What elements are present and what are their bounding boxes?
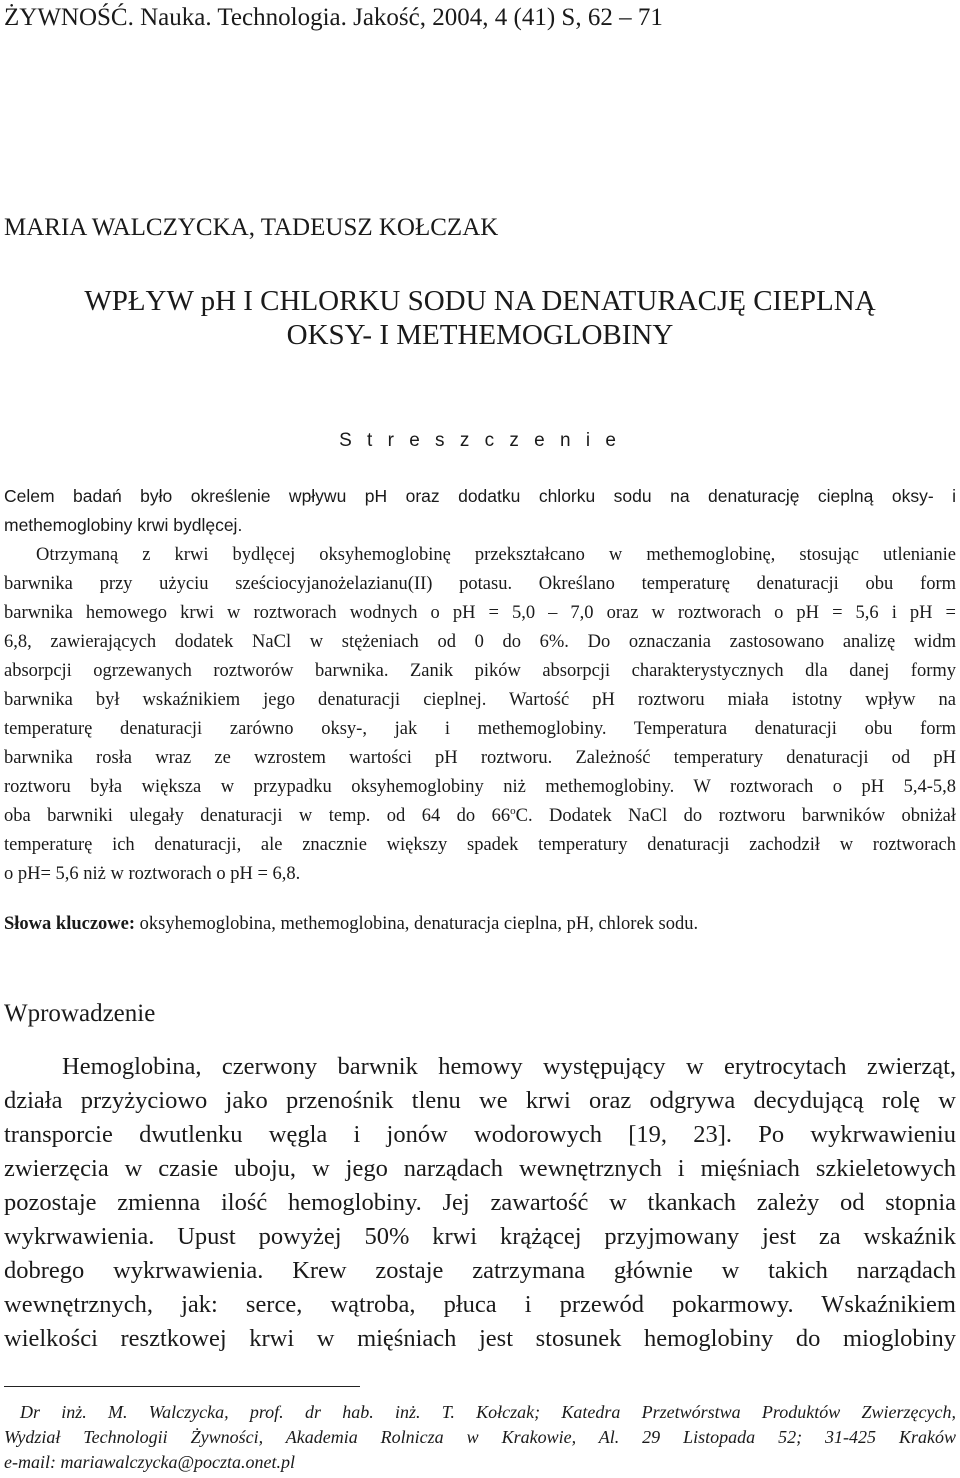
section-heading: Wprowadzenie <box>4 1000 156 1027</box>
abstract-line: temperaturę denaturacji zarówno oksy-, jak i methemoglobiny. Temperatura denaturacji obu form <box>4 719 956 739</box>
abstract-line: barwnika rosła wraz ze wzrostem wartości pH roztworu. Zależność temperatury denaturacji od pH <box>4 748 956 768</box>
abstract-line: absorpcji ogrzewanych roztworów barwnika. Zanik pików absorpcji charakterystycznych dla danej formy <box>4 661 956 681</box>
abstract-line-tail: C. Dodatek NaCl do roztworu barwników obniżał <box>515 806 957 826</box>
authors: MARIA WALCZYCKA, TADEUSZ KOŁCZAK <box>4 214 499 241</box>
abstract-line <box>4 802 956 830</box>
footnote-rule <box>4 1386 360 1387</box>
abstract-line: methemoglobiny krwi bydlęcej. <box>4 515 243 535</box>
abstract-line: barwnika przy użyciu sześciocyjanożelazianu(II) potasu. Określano temperaturę denaturacji obu form <box>4 574 956 594</box>
abstract-line: Otrzymaną z krwi bydlęcej oksyhemoglobinę przekształcano w methemoglobinę, stosując utlenianie <box>36 545 956 565</box>
abstract-line: 6,8, zawierających dodatek NaCl w stężeniach od 0 do 6%. Do oznaczania zastosowano analizę widm <box>4 632 956 652</box>
intro-line: Hemoglobina, czerwony barwnik hemowy występujący w erytrocytach zwierząt, <box>62 1053 956 1080</box>
abstract-line: temperaturę ich denaturacji, ale znacznie większy spadek temperatury denaturacji zachodził w roztworach <box>4 835 956 855</box>
keywords <box>4 914 698 935</box>
abstract-line: roztworu była większa w przypadku oksyhemoglobiny niż methemoglobiny. W roztworach o pH 5,4-5,8 <box>4 777 956 797</box>
intro-line: zwierzęcia w czasie uboju, w jego narządach wewnętrznych i mięśniach szkieletowych <box>4 1155 956 1182</box>
intro-line: wewnętrznych, jak: serce, wątroba, płuca i przewód pokarmowy. Wskaźnikiem <box>4 1291 956 1318</box>
abstract-line: barwnika hemowego krwi w roztworach wodnych o pH = 5,0 – 7,0 oraz w roztworach o pH = 5,6 i pH = <box>4 603 956 623</box>
intro-line: transporcie dwutlenku węgla i jonów wodorowych [19, 23]. Po wykrwawieniu <box>4 1121 956 1148</box>
article-title-line-2: OKSY- I METHEMOGLOBINY <box>286 319 674 351</box>
abstract-line: Celem badań było określenie wpływu pH oraz dodatku chlorku sodu na denaturację cieplną oksy- i <box>4 486 956 506</box>
intro-line: wykrwawienia. Upust powyżej 50% krwi krążącej przyjmowany jest za wskaźnik <box>4 1223 956 1250</box>
journal-header: ŻYWNOŚĆ. Nauka. Technologia. Jakość, 2004, 4 (41) S, 62 – 71 <box>4 4 663 31</box>
intro-line: wielkości resztkowej krwi w mięśniach jest stosunek hemoglobiny do mioglobiny <box>4 1325 956 1352</box>
intro-line: pozostaje zmienna ilość hemoglobiny. Jej zawartość w tkankach zależy od stopnia <box>4 1189 956 1216</box>
article-title-line-1: WPŁYW pH I CHLORKU SODU NA DENATURACJĘ CIEPLNĄ <box>84 285 876 317</box>
abstract-line-text: oba barwniki ulegały denaturacji w temp. od 64 do 66 <box>4 806 511 826</box>
abstract-line: barwnika był wskaźnikiem jego denaturacji cieplnej. Wartość pH roztworu miała istotny wpływ na <box>4 690 956 710</box>
degree-superscript: o <box>510 804 516 817</box>
keywords-text: oksyhemoglobina, methemoglobina, denaturacja cieplna, pH, chlorek sodu. <box>135 914 699 934</box>
abstract-heading: S t r e s z c z e n i e <box>339 430 621 451</box>
footnote-line: Wydział Technologii Żywności, Akademia Rolnicza w Krakowie, Al. 29 Listopada 52; 31-425 Kraków <box>4 1427 956 1447</box>
footnote-email: e-mail: mariawalczycka@poczta.onet.pl <box>4 1452 295 1472</box>
intro-line: działa przyżyciowo jako przenośnik tlenu we krwi oraz odgrywa decydującą rolę w <box>4 1087 956 1114</box>
abstract-line: o pH= 5,6 niż w roztworach o pH = 6,8. <box>4 864 301 884</box>
keywords-label: Słowa kluczowe: <box>4 914 136 934</box>
footnote-line: Dr inż. M. Walczycka, prof. dr hab. inż. T. Kołczak; Katedra Przetwórstwa Produktów Zwierzęcych, <box>20 1402 956 1422</box>
intro-line: dobrego wykrwawienia. Krew zostaje zatrzymana głównie w takich narządach <box>4 1257 956 1284</box>
